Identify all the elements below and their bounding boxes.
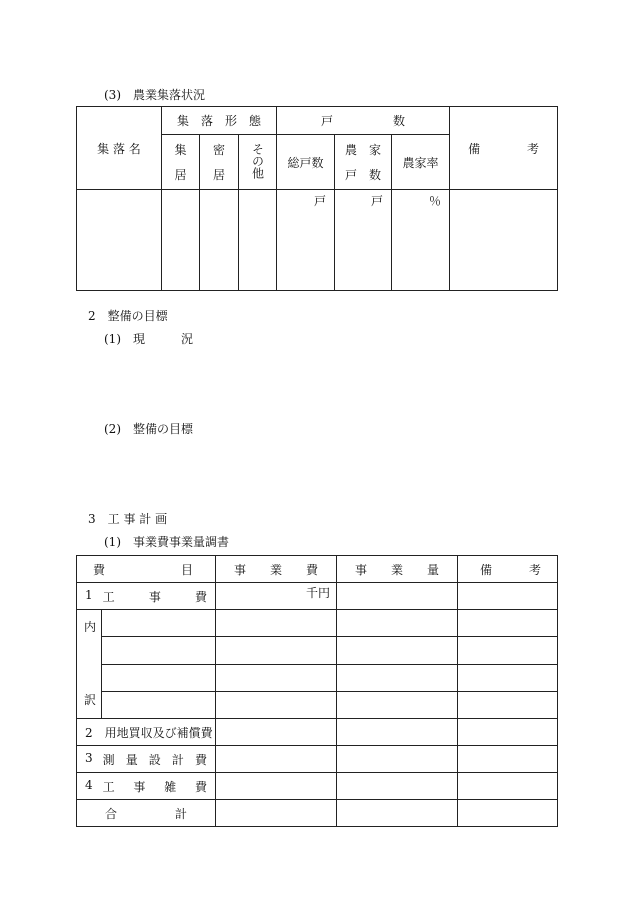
cell-cost-3 <box>216 746 337 773</box>
cell-remarks-2 <box>458 719 558 746</box>
col-village-form: 集 落 形 態 <box>162 107 277 135</box>
col-households: 戸 数 <box>277 107 450 135</box>
breakdown-item-3 <box>102 664 216 691</box>
breakdown-item-2 <box>102 637 216 664</box>
row3-c2: 量 <box>125 752 138 767</box>
breakdown-item-4 <box>102 691 216 718</box>
hdr-volume: 事 業 量 <box>337 556 458 583</box>
project-cost-table <box>76 555 558 827</box>
unit-rate: ％ <box>429 194 442 208</box>
sub-mikkyo-2: 居 <box>212 168 225 182</box>
row-construction-cost <box>77 583 216 610</box>
cell-other <box>239 190 277 291</box>
farm-section-heading: (3) 農業集落状況 <box>104 88 205 102</box>
sub-farm-households <box>335 135 392 190</box>
breakdown-cost-4 <box>216 691 337 718</box>
plan-section-heading: 3 工 事 計 画 <box>88 512 168 526</box>
breakdown-label <box>77 610 102 719</box>
row3-c1: 測 <box>102 752 115 767</box>
sub-mikkyo <box>200 135 239 190</box>
hdr-item-2: 目 <box>180 562 193 577</box>
row3-num: 3 <box>85 750 93 765</box>
hdr-item-1: 費 <box>93 562 106 577</box>
breakdown-cost-2 <box>216 637 337 664</box>
cell-cost-4 <box>216 773 337 800</box>
hdr-remarks-1: 備 <box>480 562 493 577</box>
sub-mikkyo-1: 密 <box>212 143 225 157</box>
cell-village-name <box>77 190 162 291</box>
plan-sub-heading: (1) 事業費事業量調書 <box>104 535 229 549</box>
row-misc-construction <box>77 773 216 800</box>
cell-volume-total <box>337 800 458 827</box>
cell-shukyo <box>162 190 200 291</box>
remarks-char-1: 備 <box>468 141 481 156</box>
unit-thousand-yen: 千円 <box>305 586 330 600</box>
sub-farm-2: 戸 数 <box>345 168 382 182</box>
unit-farm: 戸 <box>371 194 384 208</box>
row1-c1: 工 <box>102 589 115 604</box>
row3-c4: 計 <box>171 752 184 767</box>
row1-c3: 費 <box>194 589 207 604</box>
breakdown-remarks-4 <box>458 691 558 718</box>
sub-shukyo <box>162 135 200 190</box>
cell-mikkyo <box>200 190 239 291</box>
cell-total <box>277 190 335 291</box>
breakdown-volume-2 <box>337 637 458 664</box>
cell-cost-1 <box>216 583 337 610</box>
breakdown-item-1 <box>102 610 216 637</box>
cell-remarks-4 <box>458 773 558 800</box>
row4-c2: 事 <box>133 779 146 794</box>
row4-c1: 工 <box>102 779 115 794</box>
col-village-name: 集 落 名 <box>77 107 162 190</box>
cell-rate <box>392 190 450 291</box>
sub-farm-rate: 農家率 <box>392 135 450 190</box>
row4-c4: 費 <box>194 779 207 794</box>
col-remarks <box>450 107 558 190</box>
breakdown-volume-3 <box>337 664 458 691</box>
breakdown-cost-1 <box>216 610 337 637</box>
row4-c3: 雑 <box>164 779 177 794</box>
current-status-heading: (1) 現 況 <box>104 332 193 346</box>
remarks-char-2: 考 <box>527 141 540 156</box>
total-c2: 計 <box>174 806 187 821</box>
breakdown-volume-4 <box>337 691 458 718</box>
breakdown-remarks-3 <box>458 664 558 691</box>
hdr-remarks <box>458 556 558 583</box>
total-c1: 合 <box>105 806 118 821</box>
cell-remarks <box>450 190 558 291</box>
hdr-remarks-2: 考 <box>528 562 541 577</box>
row4-num: 4 <box>85 777 93 792</box>
cell-volume-4 <box>337 773 458 800</box>
row1-c2: 事 <box>148 589 161 604</box>
cell-volume-1 <box>337 583 458 610</box>
cell-volume-2 <box>337 719 458 746</box>
row3-c5: 費 <box>194 752 207 767</box>
hdr-item <box>77 556 216 583</box>
cell-farm <box>335 190 392 291</box>
breakdown-bottom: 訳 <box>84 693 97 707</box>
sub-shukyo-1: 集 <box>174 143 187 157</box>
hdr-cost: 事 業 費 <box>216 556 337 583</box>
cell-cost-total <box>216 800 337 827</box>
breakdown-volume-1 <box>337 610 458 637</box>
breakdown-top: 内 <box>84 620 97 634</box>
cell-remarks-3 <box>458 746 558 773</box>
sub-farm-1: 農 家 <box>345 143 382 157</box>
row-survey-design <box>77 746 216 773</box>
farm-village-table <box>76 106 558 291</box>
sub-other <box>239 135 277 190</box>
row-total <box>77 800 216 827</box>
breakdown-remarks-1 <box>458 610 558 637</box>
breakdown-cost-3 <box>216 664 337 691</box>
cell-remarks-total <box>458 800 558 827</box>
breakdown-remarks-2 <box>458 637 558 664</box>
sub-shukyo-2: 居 <box>174 168 187 182</box>
goal-section-heading: 2 整備の目標 <box>88 309 168 323</box>
cell-remarks-1 <box>458 583 558 610</box>
row3-c3: 設 <box>148 752 161 767</box>
row1-num: 1 <box>85 587 93 602</box>
sub-other-label: その他 <box>250 142 265 179</box>
row-land-compensation: 2 用地買収及び補償費 <box>77 719 216 746</box>
cell-cost-2 <box>216 719 337 746</box>
target-heading: (2) 整備の目標 <box>104 422 193 436</box>
sub-total-households: 総戸数 <box>277 135 335 190</box>
cell-volume-3 <box>337 746 458 773</box>
unit-total: 戸 <box>314 194 327 208</box>
